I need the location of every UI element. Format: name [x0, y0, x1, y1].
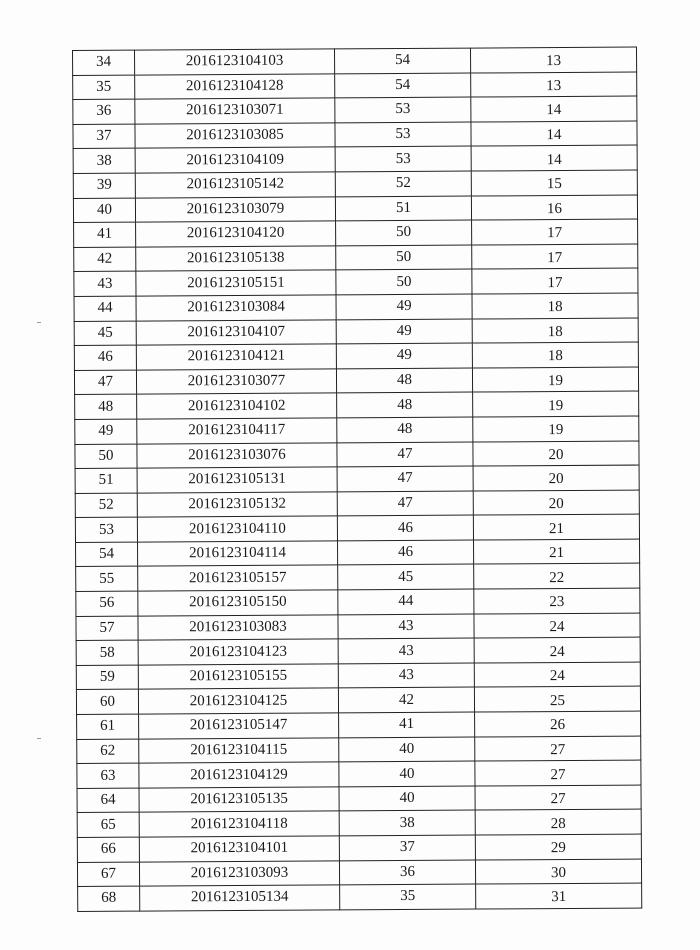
rank-cell: 52	[75, 493, 137, 518]
student-id-cell: 2016123104118	[139, 811, 339, 837]
place-cell: 13	[471, 72, 637, 98]
table-row	[76, 539, 640, 567]
table-row	[73, 72, 637, 100]
rank-cell: 68	[78, 886, 140, 911]
place-cell: 14	[471, 145, 637, 171]
table-row	[77, 736, 641, 764]
score-cell: 48	[337, 392, 473, 417]
place-cell: 17	[472, 244, 638, 270]
scan-mark	[37, 322, 41, 323]
place-cell: 28	[475, 809, 641, 835]
table-row	[73, 96, 637, 124]
score-cell: 54	[334, 48, 470, 73]
place-cell: 19	[472, 367, 638, 393]
rank-cell: 44	[74, 296, 136, 321]
student-id-cell: 2016123105150	[138, 590, 338, 616]
student-id-cell: 2016123103085	[135, 123, 335, 149]
score-cell: 46	[337, 515, 473, 540]
score-cell: 45	[338, 565, 474, 590]
table-row	[75, 391, 639, 419]
score-cell: 40	[339, 737, 475, 762]
score-cell: 50	[336, 269, 472, 294]
score-table-body	[73, 47, 642, 911]
score-cell: 50	[336, 220, 472, 245]
place-cell: 20	[473, 490, 639, 516]
place-cell: 13	[470, 47, 636, 73]
table-row	[74, 268, 638, 296]
place-cell: 21	[474, 539, 640, 565]
score-cell: 48	[336, 368, 472, 393]
score-table-wrapper	[72, 47, 641, 912]
table-row	[74, 293, 638, 321]
score-cell: 47	[337, 442, 473, 467]
place-cell: 24	[474, 637, 640, 663]
table-row	[73, 121, 637, 149]
scan-mark	[37, 738, 41, 739]
score-cell: 43	[338, 614, 474, 639]
student-id-cell: 2016123103071	[135, 98, 335, 124]
student-id-cell: 2016123104117	[137, 418, 337, 444]
table-row	[78, 883, 642, 911]
score-cell: 35	[340, 884, 476, 909]
place-cell: 17	[472, 219, 638, 245]
student-id-cell: 2016123104121	[136, 344, 336, 370]
student-id-cell: 2016123104120	[136, 221, 336, 247]
place-cell: 14	[471, 96, 637, 122]
rank-cell: 45	[74, 321, 136, 346]
score-cell: 54	[335, 73, 471, 98]
place-cell: 26	[475, 711, 641, 737]
place-cell: 15	[471, 170, 637, 196]
rank-cell: 63	[77, 763, 139, 788]
place-cell: 18	[472, 293, 638, 319]
table-row	[73, 47, 637, 75]
place-cell: 31	[476, 883, 642, 909]
student-id-cell: 2016123105131	[137, 467, 337, 493]
score-cell: 53	[335, 146, 471, 171]
student-id-cell: 2016123104109	[135, 147, 335, 173]
score-cell: 47	[337, 466, 473, 491]
student-id-cell: 2016123103084	[136, 295, 336, 321]
place-cell: 30	[475, 859, 641, 885]
place-cell: 21	[473, 514, 639, 540]
place-cell: 25	[474, 686, 640, 712]
place-cell: 14	[471, 121, 637, 147]
student-id-cell: 2016123105151	[136, 270, 336, 296]
student-id-cell: 2016123104123	[138, 639, 338, 665]
rank-cell: 41	[74, 222, 136, 247]
table-row	[74, 219, 638, 247]
table-row	[74, 342, 638, 370]
student-id-cell: 2016123104115	[139, 738, 339, 764]
rank-cell: 34	[73, 50, 135, 75]
score-cell: 47	[337, 491, 473, 516]
rank-cell: 42	[74, 247, 136, 272]
place-cell: 27	[475, 785, 641, 811]
table-row	[77, 785, 641, 813]
rank-cell: 59	[76, 665, 138, 690]
rank-cell: 67	[77, 862, 139, 887]
rank-cell: 51	[75, 468, 137, 493]
score-cell: 44	[338, 589, 474, 614]
rank-cell: 57	[76, 616, 138, 641]
table-row	[73, 170, 637, 198]
rank-cell: 38	[73, 148, 135, 173]
table-row	[77, 711, 641, 739]
rank-cell: 46	[74, 345, 136, 370]
table-row	[75, 441, 639, 469]
student-id-cell: 2016123103076	[137, 442, 337, 468]
place-cell: 18	[472, 318, 638, 344]
place-cell: 24	[474, 613, 640, 639]
rank-cell: 47	[74, 370, 136, 395]
place-cell: 27	[475, 760, 641, 786]
score-cell: 52	[335, 171, 471, 196]
table-row	[77, 834, 641, 862]
table-row	[74, 367, 638, 395]
rank-cell: 58	[76, 640, 138, 665]
table-row	[75, 416, 639, 444]
table-row	[76, 662, 640, 690]
place-cell: 29	[475, 834, 641, 860]
score-cell: 50	[336, 245, 472, 270]
rank-cell: 37	[73, 124, 135, 149]
student-id-cell: 2016123103093	[139, 860, 339, 886]
table-row	[75, 514, 639, 542]
score-cell: 49	[336, 319, 472, 344]
score-cell: 46	[338, 540, 474, 565]
table-row	[77, 760, 641, 788]
rank-cell: 49	[75, 419, 137, 444]
rank-cell: 48	[75, 394, 137, 419]
rank-cell: 56	[76, 591, 138, 616]
student-id-cell: 2016123104103	[135, 49, 335, 75]
student-id-cell: 2016123105138	[136, 246, 336, 272]
score-table	[72, 47, 642, 912]
place-cell: 17	[472, 268, 638, 294]
student-id-cell: 2016123104102	[137, 393, 337, 419]
student-id-cell: 2016123105155	[138, 664, 338, 690]
score-cell: 49	[336, 343, 472, 368]
rank-cell: 61	[77, 714, 139, 739]
place-cell: 18	[472, 342, 638, 368]
place-cell: 22	[474, 564, 640, 590]
score-cell: 40	[339, 761, 475, 786]
table-row	[76, 588, 640, 616]
table-row	[76, 686, 640, 714]
rank-cell: 60	[76, 690, 138, 715]
score-cell: 38	[339, 810, 475, 835]
place-cell: 24	[474, 662, 640, 688]
rank-cell: 64	[77, 788, 139, 813]
student-id-cell: 2016123105147	[139, 713, 339, 739]
student-id-cell: 2016123104128	[135, 73, 335, 99]
student-id-cell: 2016123104101	[139, 836, 339, 862]
place-cell: 16	[471, 195, 637, 221]
table-row	[76, 613, 640, 641]
student-id-cell: 2016123103083	[138, 615, 338, 641]
score-cell: 53	[335, 97, 471, 122]
place-cell: 19	[473, 416, 639, 442]
rank-cell: 65	[77, 813, 139, 838]
student-id-cell: 2016123105157	[138, 565, 338, 591]
student-id-cell: 2016123105142	[135, 172, 335, 198]
table-row	[75, 465, 639, 493]
student-id-cell: 2016123105135	[139, 787, 339, 813]
rank-cell: 35	[73, 75, 135, 100]
table-row	[76, 564, 640, 592]
table-row	[74, 244, 638, 272]
score-cell: 48	[337, 417, 473, 442]
place-cell: 20	[473, 465, 639, 491]
student-id-cell: 2016123104107	[136, 319, 336, 345]
place-cell: 20	[473, 441, 639, 467]
score-cell: 42	[338, 687, 474, 712]
score-cell: 41	[339, 712, 475, 737]
student-id-cell: 2016123104110	[137, 516, 337, 542]
place-cell: 19	[473, 391, 639, 417]
table-row	[77, 859, 641, 887]
table-row	[73, 145, 637, 173]
rank-cell: 40	[73, 198, 135, 223]
student-id-cell: 2016123103077	[136, 369, 336, 395]
table-row	[76, 637, 640, 665]
rank-cell: 50	[75, 444, 137, 469]
student-id-cell: 2016123104125	[138, 688, 338, 714]
student-id-cell: 2016123105134	[140, 885, 340, 911]
table-row	[77, 809, 641, 837]
rank-cell: 39	[73, 173, 135, 198]
rank-cell: 55	[76, 567, 138, 592]
student-id-cell: 2016123103079	[135, 196, 335, 222]
score-cell: 49	[336, 294, 472, 319]
rank-cell: 43	[74, 271, 136, 296]
table-row	[74, 318, 638, 346]
score-cell: 37	[339, 835, 475, 860]
score-cell: 53	[335, 122, 471, 147]
score-cell: 40	[339, 786, 475, 811]
score-cell: 43	[338, 663, 474, 688]
place-cell: 23	[474, 588, 640, 614]
table-row	[73, 195, 637, 223]
score-cell: 51	[335, 196, 471, 221]
student-id-cell: 2016123104129	[139, 762, 339, 788]
rank-cell: 66	[77, 837, 139, 862]
place-cell: 27	[475, 736, 641, 762]
score-cell: 36	[339, 860, 475, 885]
score-cell: 43	[338, 638, 474, 663]
rank-cell: 53	[75, 517, 137, 542]
rank-cell: 62	[77, 739, 139, 764]
student-id-cell: 2016123104114	[138, 541, 338, 567]
rank-cell: 36	[73, 99, 135, 124]
student-id-cell: 2016123105132	[137, 492, 337, 518]
rank-cell: 54	[76, 542, 138, 567]
table-row	[75, 490, 639, 518]
